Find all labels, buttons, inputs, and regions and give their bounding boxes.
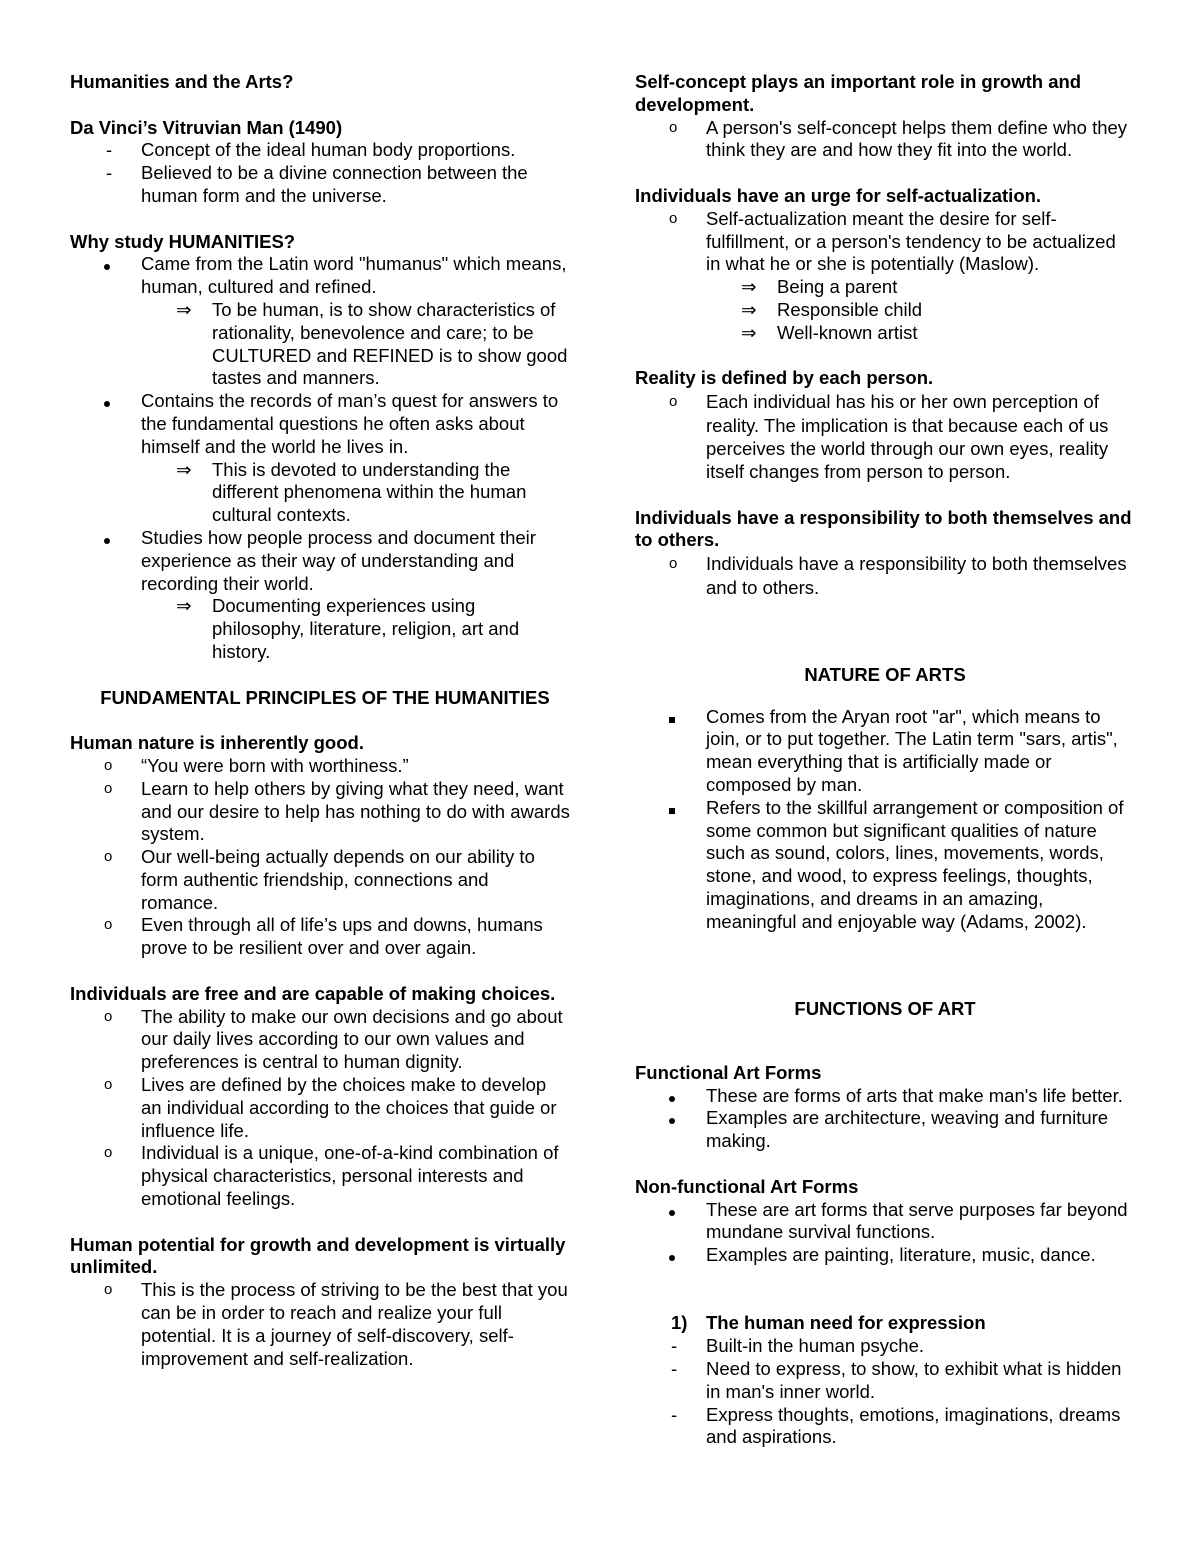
list-item: o Individuals have a responsibility to both themselves and to others. [669,553,1127,599]
list-item: o A person's self-concept helps them define who they think they are and how they fit into the world. [669,116,1128,161]
principles-title: FUNDAMENTAL PRINCIPLES OF THE HUMANITIES [100,686,550,708]
circle-marker: o [669,393,678,411]
list-item: Studies how people process and document their experience as their way of understanding and recording their world. [70,527,570,595]
list-item: o This is the process of striving to be the best that you can be in order to reach and realize your full potential. It is a journey of self-discovery, self-improvement and self-realization. [104,1279,568,1369]
list-subitem: ⇒ To be human, is to show characteristics of rationality, benevolence and care; to be CULTURED and REFINED is to show good tastes and manners. [176,298,568,389]
list-subitem: ⇒ Responsible child [741,298,923,320]
potential-heading: Human potential for growth and development is virtually unlimited. [70,1233,566,1278]
list-item: o Individual is a unique, one-of-a-kind combination of physical characteristics, personal interests and emotional feelings. [104,1142,559,1210]
circle-marker: o [104,1007,113,1025]
list-item: These are art forms that serve purposes far beyond mundane survival functions. [635,1199,1135,1245]
document-title: Humanities and the Arts? [70,71,294,92]
section-number: 1) [671,1312,688,1334]
list-item: Examples are painting, literature, music, dance. [635,1244,1135,1267]
list-item: o Even through all of life’s ups and downs, humans prove to be resilient over and over again. [104,914,543,959]
list-item: o Self-actualization meant the desire for self-fulfillment, or a person's tendency to be actualized in what he or she is potentially (Maslow). [669,207,1116,275]
left-column [70,71,570,1370]
circle-marker: o [104,916,113,934]
dash-marker: - [671,1403,678,1425]
dash-marker: - [671,1335,678,1357]
arrow-icon: ⇒ [741,276,757,298]
arrow-icon: ⇒ [741,321,757,343]
selfconcept-heading: Self-concept plays an important role in growth and development. [635,71,1082,115]
circle-marker: o [669,555,678,573]
right-column [635,71,1135,1449]
circle-marker: o [669,209,678,227]
square-bullet-icon [669,706,689,729]
bullet-icon [104,253,124,276]
dash-marker: - [106,139,113,161]
nature-title: NATURE OF ARTS [804,664,966,686]
list-item: o Each individual has his or her own perception of reality. The implication is that because each of us perceives the world through our own eyes, reality itself changes from person to person. [669,391,1109,483]
circle-marker: o [669,118,678,136]
list-item: Refers to the skillful arrangement or composition of some common but significant qualities of nature such as sound, colors, lines, movements, words, stone, and wood, to express feelings, thoughts, imaginations, and dreams in an amazing, meaningful and enjoyable way (Adams, 2002). [635,797,1135,934]
dash-marker: - [671,1358,678,1380]
bullet-icon [669,1199,689,1222]
circle-marker: o [104,848,113,866]
why-study-heading: Why study HUMANITIES? [70,230,296,252]
circle-marker: o [104,756,113,774]
circle-marker: o [104,1144,113,1162]
list-item: o “You were born with worthiness.” [104,754,409,776]
list-item: o Learn to help others by giving what they need, want and our desire to help has nothing to do with awards system. [104,777,570,845]
arrow-icon: ⇒ [176,458,192,480]
circle-marker: o [104,1281,113,1299]
free-heading: Individuals are free and are capable of making choices. [70,982,556,1004]
responsibility-heading: Individuals have a responsibility to both themselves and to others. [635,506,1132,551]
list-item: Contains the records of man’s quest for answers to the fundamental questions he often asks about himself and the world he lives in. [70,390,570,458]
list-item: o The ability to make our own decisions and go about our daily lives according to our own values and preferences is central to human dignity. [104,1005,563,1073]
bullet-icon [669,1085,689,1108]
nonfunctional-heading: Non-functional Art Forms [635,1175,859,1197]
functional-heading: Functional Art Forms [635,1061,822,1083]
list-item: - Built-in the human psyche. [671,1335,925,1357]
arrow-icon: ⇒ [176,595,192,617]
list-item: o Lives are defined by the choices make to develop an individual according to the choices that guide or influence life. [104,1074,557,1141]
list-item: - Concept of the ideal human body proportions. [106,139,516,161]
good-heading: Human nature is inherently good. [70,732,364,754]
list-item: Comes from the Aryan root "ar", which means to join, or to put together. The Latin term "sars, artis", mean everything that is artificially made or composed by man. [635,706,1135,797]
list-subitem: ⇒ This is devoted to understanding the different phenomena within the human cultural contexts. [176,458,527,526]
list-item: - Believed to be a divine connection between the human form and the universe. [106,162,528,206]
reality-heading: Reality is defined by each person. [635,367,934,389]
list-item: Examples are architecture, weaving and furniture making. [635,1107,1135,1153]
list-item: - Need to express, to show, to exhibit what is hidden in man's inner world. [671,1358,1122,1402]
circle-marker: o [104,1076,113,1094]
bullet-icon [104,527,124,550]
list-item: Came from the Latin word "humanus" which means, human, cultured and refined. [70,253,570,299]
bullet-icon [104,390,124,413]
list-item: These are forms of arts that make man's life better. [635,1085,1135,1108]
list-subitem: ⇒ Documenting experiences using philosophy, literature, religion, art and history. [176,595,520,662]
arrow-icon: ⇒ [741,298,757,320]
circle-marker: o [104,779,113,797]
vitruvian-heading: Da Vinci’s Vitruvian Man (1490) [70,116,343,138]
bullet-icon [669,1107,689,1130]
functions-title: FUNCTIONS OF ART [794,997,976,1019]
dash-marker: - [106,162,113,184]
expression-heading: 1) The human need for expression [671,1312,986,1334]
list-subitem: ⇒ Being a parent [741,276,898,298]
arrow-icon: ⇒ [176,298,192,320]
square-bullet-icon [669,797,689,820]
bullet-icon [669,1244,689,1267]
actualization-heading: Individuals have an urge for self-actualization. [635,184,1042,206]
list-subitem: ⇒ Well-known artist [741,321,918,343]
list-item: o Our well-being actually depends on our ability to form authentic friendship, connections and romance. [104,846,535,913]
list-item: - Express thoughts, emotions, imaginations, dreams and aspirations. [671,1403,1121,1448]
